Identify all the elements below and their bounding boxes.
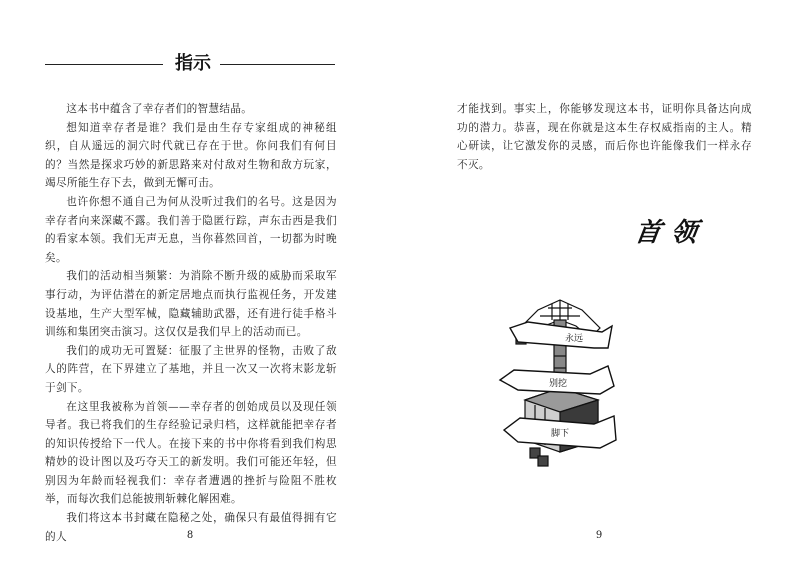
page-number: 8: [186, 530, 194, 541]
heading-rule-left: [45, 64, 163, 65]
chapter-heading: [45, 52, 335, 76]
paragraph: 在这里我被称为首领——幸存者的创始成员以及现任领导者。我已将我们的生存经验记录归档，这样就能把幸存者的知识传授给下一代人。在接下来的书中你将看到我们构思精妙的设计图以及巧夺天工的新发明。我们可能还年轻，但别因为年龄而轻视我们：幸存者遭遇的挫折与险阻不胜枚举，而每次我们总能披荆斩棘化解困难。: [45, 400, 337, 506]
signature: 首领: [632, 218, 709, 248]
paragraph: 也许你想不通自己为何从没听过我们的名号。这是因为幸存者向来深藏不露。我们善于隐匿行踪，声东击西是我们的看家本领。我们无声无息，当你暮然回首，一切都为时晚矣。: [45, 195, 337, 264]
banner-text-2: 别挖: [548, 379, 568, 389]
banner-text-1: 永远: [564, 334, 584, 344]
banner-text-3: 脚下: [550, 429, 570, 439]
paragraph: 这本书中蕴含了幸存者们的智慧结晶。: [66, 103, 253, 115]
paragraph: 才能找到。事实上，你能够发现这本书，证明你具备达向成功的潜力。恭喜，现在你就是这本生存权威指南的主人。精心研读，让它激发你的灵感，而后你也许能像我们一样永存不灭。: [457, 103, 752, 171]
left-body-text: [45, 100, 337, 546]
paragraph: 想知道幸存者是谁？我们是由生存专家组成的神秘组织，自从遥远的洞穴时代就已存在于世。你问我们有何目的？当然是探求巧妙的新思路来对付敌对生物和敌方玩家，竭尽所能生存下去，做到无懈可击。: [45, 121, 337, 190]
page-number: 9: [595, 530, 603, 541]
heading-title: 指示: [175, 53, 211, 74]
survivor-emblem-icon: [490, 290, 630, 475]
sword-tip-icon: [530, 448, 548, 466]
paragraph: 我们的活动相当频繁：为消除不断升级的威胁而采取军事行动，为评估潜在的新定居地点而执行监视任务，开发建设基地，生产大型军械，隐藏辅助武器，还有进行徒手格斗训练和集团突击演习。这仅仅是我们早上的活动而已。: [45, 270, 337, 339]
paragraph: 我们的成功无可置疑：征服了主世界的怪物，击败了敌人的阵营，在下界建立了基地，并且一次又一次将末影龙斩于剑下。: [45, 344, 337, 394]
banner-bottom: [504, 416, 616, 448]
right-body-text: [457, 100, 752, 174]
paragraph: 我们将这本书封藏在隐秘之处，确保只有最值得拥有它的人: [45, 512, 337, 543]
heading-rule-right: [220, 64, 335, 65]
right-page: [395, 0, 790, 564]
